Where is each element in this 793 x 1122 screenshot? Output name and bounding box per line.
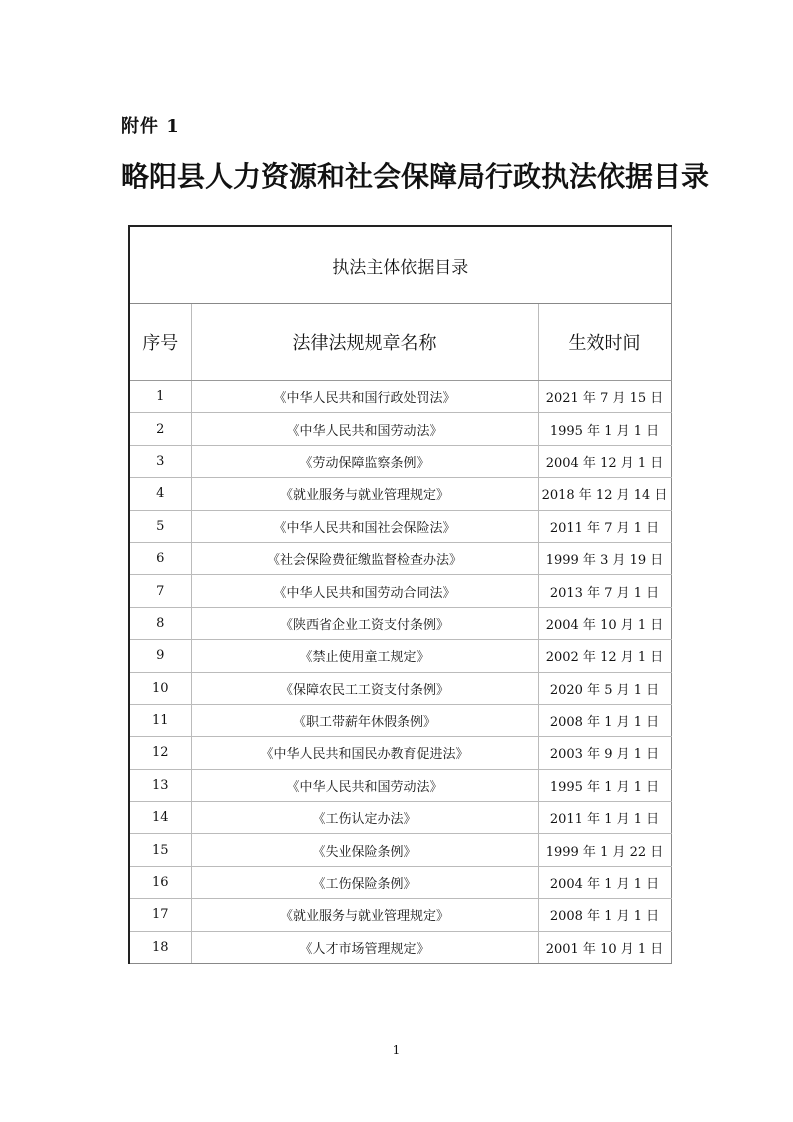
row-seq: 15 [129,834,191,866]
row-seq: 1 [129,381,191,413]
row-effective-date: 2004 年 1 月 1 日 [538,866,671,898]
row-effective-date: 1999 年 1 月 22 日 [538,834,671,866]
row-seq: 9 [129,640,191,672]
row-law-name: 《中华人民共和国民办教育促进法》 [191,737,538,769]
table-row [129,834,671,866]
row-effective-date: 2011 年 7 月 1 日 [538,510,671,542]
row-law-name: 《中华人民共和国劳动合同法》 [191,575,538,607]
row-effective-date: 2008 年 1 月 1 日 [538,899,671,931]
row-law-name: 《就业服务与就业管理规定》 [191,899,538,931]
table-row [129,510,671,542]
row-law-name: 《中华人民共和国社会保险法》 [191,510,538,542]
row-seq: 14 [129,802,191,834]
basis-table-container [128,225,670,964]
row-law-name: 《中华人民共和国行政处罚法》 [191,381,538,413]
row-seq: 3 [129,445,191,477]
table-caption-row [129,226,671,304]
row-seq: 4 [129,478,191,510]
row-law-name: 《失业保险条例》 [191,834,538,866]
row-law-name: 《就业服务与就业管理规定》 [191,478,538,510]
table-row [129,607,671,639]
row-effective-date: 2013 年 7 月 1 日 [538,575,671,607]
row-seq: 12 [129,737,191,769]
table-caption: 执法主体依据目录 [129,226,671,304]
row-seq: 5 [129,510,191,542]
row-effective-date: 2011 年 1 月 1 日 [538,802,671,834]
page-number: 1 [392,1043,401,1057]
basis-table [128,225,672,964]
row-effective-date: 2020 年 5 月 1 日 [538,672,671,704]
table-row [129,413,671,445]
attachment-label: 附件 1 [121,116,180,137]
row-law-name: 《陕西省企业工资支付条例》 [191,607,538,639]
table-header-row [129,304,671,381]
row-seq: 13 [129,769,191,801]
table-row [129,931,671,963]
row-law-name: 《职工带薪年休假条例》 [191,704,538,736]
table-row [129,640,671,672]
row-law-name: 《人才市场管理规定》 [191,931,538,963]
row-effective-date: 1999 年 3 月 19 日 [538,542,671,574]
table-row [129,737,671,769]
document-title: 略阳县人力资源和社会保障局行政执法依据目录 [121,160,710,193]
row-law-name: 《中华人民共和国劳动法》 [191,413,538,445]
header-law-name: 法律法规规章名称 [191,304,538,381]
row-law-name: 《保障农民工工资支付条例》 [191,672,538,704]
row-effective-date: 1995 年 1 月 1 日 [538,769,671,801]
row-seq: 18 [129,931,191,963]
row-seq: 10 [129,672,191,704]
row-seq: 7 [129,575,191,607]
row-seq: 8 [129,607,191,639]
row-seq: 6 [129,542,191,574]
header-effective-date: 生效时间 [538,304,671,381]
row-effective-date: 2008 年 1 月 1 日 [538,704,671,736]
row-effective-date: 2004 年 12 月 1 日 [538,445,671,477]
row-effective-date: 2001 年 10 月 1 日 [538,931,671,963]
table-row [129,899,671,931]
table-row [129,542,671,574]
table-row [129,478,671,510]
table-row [129,866,671,898]
table-row [129,704,671,736]
row-seq: 2 [129,413,191,445]
row-effective-date: 2002 年 12 月 1 日 [538,640,671,672]
table-row [129,802,671,834]
row-effective-date: 2018 年 12 月 14 日 [538,478,671,510]
row-effective-date: 2021 年 7 月 15 日 [538,381,671,413]
row-seq: 16 [129,866,191,898]
row-law-name: 《中华人民共和国劳动法》 [191,769,538,801]
table-row [129,381,671,413]
row-effective-date: 2004 年 10 月 1 日 [538,607,671,639]
row-law-name: 《社会保险费征缴监督检查办法》 [191,542,538,574]
row-effective-date: 2003 年 9 月 1 日 [538,737,671,769]
row-seq: 11 [129,704,191,736]
row-law-name: 《劳动保障监察条例》 [191,445,538,477]
row-law-name: 《工伤保险条例》 [191,866,538,898]
table-row [129,445,671,477]
header-seq: 序号 [129,304,191,381]
table-row [129,672,671,704]
row-seq: 17 [129,899,191,931]
row-effective-date: 1995 年 1 月 1 日 [538,413,671,445]
row-law-name: 《禁止使用童工规定》 [191,640,538,672]
table-row [129,769,671,801]
table-row [129,575,671,607]
row-law-name: 《工伤认定办法》 [191,802,538,834]
